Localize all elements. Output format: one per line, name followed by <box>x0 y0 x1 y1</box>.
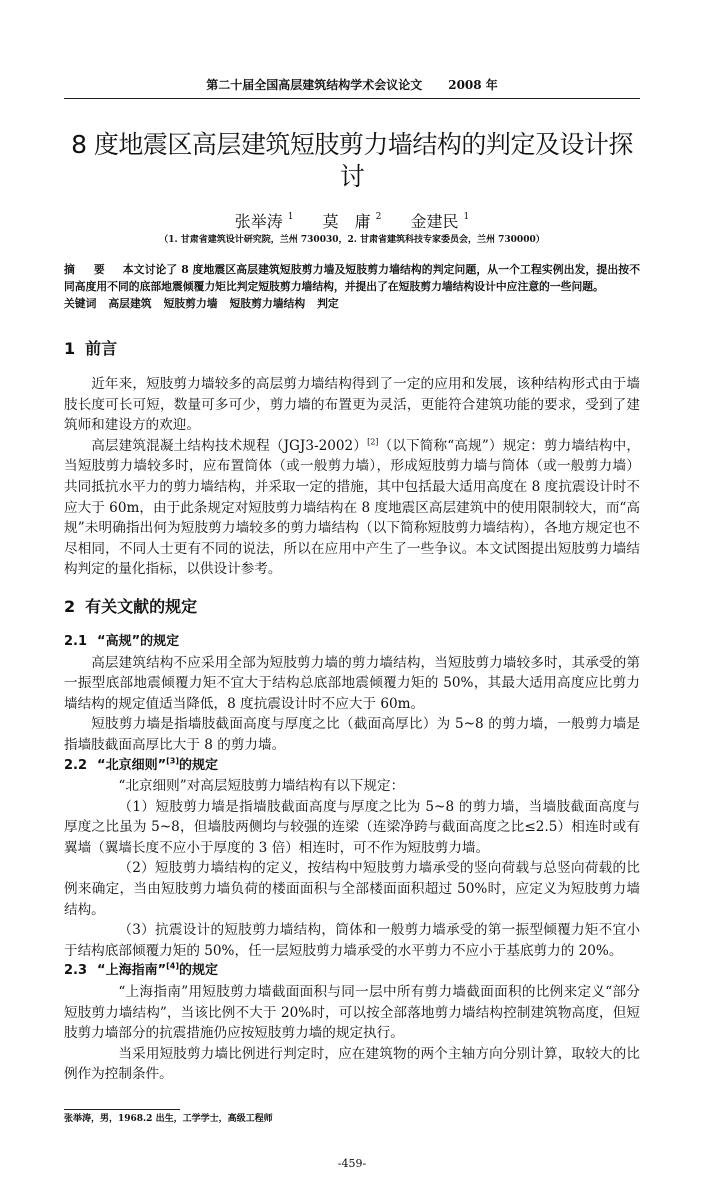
paragraph: 近年来，短肢剪力墙较多的高层剪力墙结构得到了一定的应用和发展，该种结构形式由于墙肢长度可长可短，数量可多可少，剪力墙的布置更为灵活，更能符合建筑功能的要求，受到了建筑师和建设方的欢迎。 <box>64 376 640 434</box>
paragraph <box>64 436 640 580</box>
subsection-heading-2-3 <box>64 961 640 982</box>
citation: [3] <box>166 756 180 766</box>
abstract-text: 本文讨论了 8 度地震区高层建筑短肢剪力墙及短肢剪力墙结构的判定问题，从一个工程实例出发，提出按不同高度用不同的底部地震倾覆力矩比判定短肢剪力墙结构，并提出了在短肢剪力墙结构设计中应注意的一些问题。 <box>64 263 640 293</box>
keyword: 短肢剪力墙结构 <box>229 297 306 310</box>
section-heading-1 <box>64 338 640 360</box>
abstract-label: 摘 要 <box>64 263 109 276</box>
paragraph-text: 高层建筑混凝土结构技术规程（JGJ3-2002） <box>91 437 368 454</box>
keyword: 判定 <box>317 297 339 310</box>
subsection-number: 2.2 <box>64 757 88 773</box>
affiliation: （1. 甘肃省建筑设计研究院，兰州 730030，2. 甘肃省建筑科技专家委员会，兰州 730000） <box>159 235 545 245</box>
running-header <box>64 76 640 94</box>
citation: [2] <box>367 437 379 447</box>
paragraph: “北京细则”对高层短肢剪力墙结构有以下规定： <box>118 778 405 795</box>
paragraph-text: （以下简称“高规”）规定：剪力墙结构中，当短肢剪力墙较多时，应布置筒体（或一般剪力墙），形成短肢剪力墙与筒体（或一般剪力墙）共同抵抗水平力的剪力墙结构，并采取一定的措施，其中包括最大适用高度在 8 度抗震设计时不应大于 60m，由于此条规定对短肢剪力墙结构在 8 度地震区高层建筑中的使用限制较大，而“高规”未明确指出何为短肢剪力墙较多的剪力墙结构（以下简称短肢剪力墙结构），各地方规定也不尽相同，不同人士更有不同的说法，所以在应用中产生了一些争议。本文试图提出短肢剪力墙结构判定的量化指标，以供设计参考。 <box>64 437 640 578</box>
section-title: 有关文献的规定 <box>85 596 198 616</box>
subsection-title: “上海指南” <box>97 963 167 979</box>
subsection-number: 2.3 <box>64 963 88 979</box>
section-number: 1 <box>64 339 76 358</box>
author <box>235 212 294 231</box>
list-item: （3）抗震设计的短肢剪力墙结构，筒体和一般剪力墙承受的第一振型倾覆力矩不宜小于结构底部倾覆力矩的 50%，任一层短肢剪力墙承受的水平剪力不应小于基底剪力的 20%。 <box>64 922 640 959</box>
subsection-title: 的规定 <box>179 963 219 979</box>
list-item: （2）短肢剪力墙结构的定义，按结构中短肢剪力墙承受的竖向荷载与总竖向荷载的比例来确定，当由短肢剪力墙负荷的楼面面积与全部楼面面积超过 50%时，应定义为短肢剪力墙结构。 <box>64 860 640 918</box>
subsection-heading-2-1 <box>64 632 640 653</box>
abstract-block <box>64 261 640 312</box>
conference-name: 第二十届全国高层建筑结构学术会议论文 <box>206 78 423 92</box>
subsection-heading-2-2 <box>64 756 640 777</box>
footnote-rule <box>64 1109 180 1110</box>
list-item: （1）短肢剪力墙是指墙肢截面高度与厚度之比为 5~8 的剪力墙，当墙肢截面高度与厚度之比虽为 5~8，但墙肢两侧均与较强的连梁（连梁净跨与截面高度之比≤2.5）相连时或有翼墙（翼墙长度不应小于厚度的 3 倍）相连时，可不作为短肢剪力墙。 <box>64 798 640 856</box>
subsection-title: “北京细则” <box>97 757 167 773</box>
section-title: 前言 <box>85 339 118 358</box>
author-affil-mark: 1 <box>287 212 294 222</box>
subsection-title: 的规定 <box>179 757 219 773</box>
footnote: 张举涛，男，1968.2 出生，工学学士，高级工程师 <box>64 1114 273 1124</box>
header-rule <box>64 98 640 99</box>
paragraph: 高层建筑结构不应采用全部为短肢剪力墙的剪力墙结构，当短肢剪力墙较多时，其承受的第一振型底部地震倾覆力矩不宜大于结构总底部地震倾覆力矩的 50%，其最大适用高度应比剪力墙结构的规定值适当降低，8 度抗震设计时不应大于 60m。 <box>64 654 640 712</box>
conference-year: 2008 年 <box>448 78 498 92</box>
keywords-label: 关键词 <box>64 297 97 310</box>
section-number: 2 <box>64 596 76 616</box>
author-affil-mark: 2 <box>375 212 382 222</box>
page-number: -459- <box>337 1157 367 1170</box>
author <box>323 212 382 231</box>
author <box>410 212 469 231</box>
section-heading-2 <box>64 596 640 618</box>
paragraph: 当采用短肢剪力墙比例进行判定时，应在建筑物的两个主轴方向分别计算，取较大的比例作为控制条件。 <box>64 1045 640 1083</box>
keyword: 高层建筑 <box>108 297 152 310</box>
section-1-body <box>64 374 640 580</box>
keywords <box>64 295 640 312</box>
author-list <box>64 211 640 233</box>
author-affil-mark: 1 <box>463 212 470 222</box>
section-2-body <box>64 632 640 1085</box>
author-name: 金建民 <box>410 212 459 231</box>
abstract <box>64 261 640 295</box>
keyword: 短肢剪力墙 <box>163 297 218 310</box>
paragraph: 短肢剪力墙是指墙肢截面高度与厚度之比（截面高厚比）为 5~8 的剪力墙，一般剪力墙是指墙肢截面高厚比大于 8 的剪力墙。 <box>64 716 640 753</box>
subsection-number: 2.1 <box>64 633 88 649</box>
author-name: 张举涛 <box>234 212 283 231</box>
paper-title: 8 度地震区高层建筑短肢剪力墙结构的判定及设计探讨 <box>71 130 633 191</box>
citation: [4] <box>166 962 180 972</box>
author-name: 莫 庸 <box>322 212 371 231</box>
paragraph: “上海指南”用短肢剪力墙截面面积与同一层中所有剪力墙截面面积的比例来定义“部分短肢剪力墙结构”，当该比例不大于 20%时，可以按全部落地剪力墙结构控制建筑物高度，但短肢剪力墙部分的抗震措施仍应按短肢剪力墙的规定执行。 <box>64 984 640 1042</box>
subsection-title: “高规”的规定 <box>97 633 180 649</box>
